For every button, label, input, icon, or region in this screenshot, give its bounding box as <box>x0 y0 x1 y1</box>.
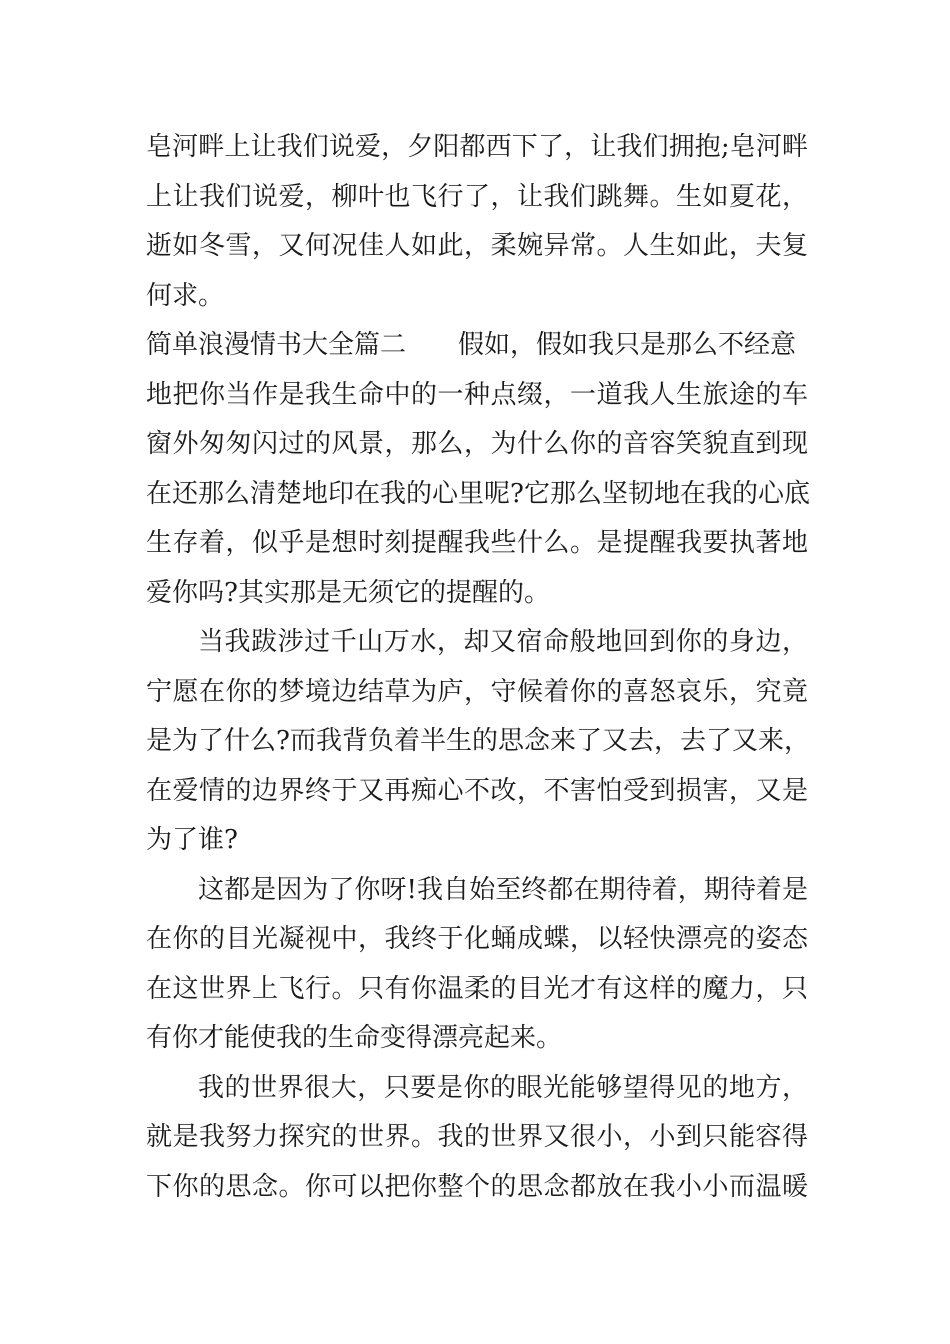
text-line: 宁愿在你的梦境边结草为庐，守候着你的喜怒哀乐，究竟 <box>146 676 808 707</box>
document-body <box>146 123 808 1212</box>
text-line: 爱你吗?其实那是无须它的提醒的。 <box>146 577 550 608</box>
text-line: 我的世界很大，只要是你的眼光能够望得见的地方， <box>198 1072 808 1103</box>
text-line: 地把你当作是我生命中的一种点缀，一道我人生旅途的车 <box>146 379 808 410</box>
text-line: 皂河畔上让我们说爱，夕阳都西下了，让我们拥抱;皂河畔 <box>146 132 808 162</box>
text-line: 下你的思念。你可以把你整个的思念都放在我小小而温暖 <box>146 1171 808 1202</box>
text-line: 在爱情的边界终于又再痴心不改，不害怕受到损害，又是 <box>146 775 808 806</box>
text-line: 生存着，似乎是想时刻提醒我些什么。是提醒我要执著地 <box>146 528 808 558</box>
paragraph-4 <box>146 866 808 1064</box>
text-line: 当我跋涉过千山万水，却又宿命般地回到你的身边， <box>198 627 808 657</box>
paragraph-1 <box>146 123 808 321</box>
text-line: 有你才能使我的生命变得漂亮起来。 <box>146 1023 563 1053</box>
paragraph-5 <box>146 1064 808 1213</box>
text-line: 上让我们说爱，柳叶也飞行了，让我们跳舞。生如夏花， <box>146 181 808 212</box>
text-line: 就是我努力探究的世界。我的世界又很小，小到只能容得 <box>146 1122 808 1152</box>
text-line: 在这世界上飞行。只有你温柔的目光才有这样的魔力，只 <box>146 973 808 1004</box>
text-line: 在你的目光凝视中，我终于化蛹成蝶，以轻快漂亮的姿态 <box>146 924 808 954</box>
paragraph-3 <box>146 618 808 866</box>
text-line: 是为了什么?而我背负着半生的思念来了又去，去了又来， <box>146 726 810 756</box>
text-line: 窗外匆匆闪过的风景，那么，为什么你的音容笑貌直到现 <box>146 429 808 459</box>
text-line: 假如，假如我只是那么不经意 <box>458 330 797 360</box>
text-line: 这都是因为了你呀!我自始至终都在期待着，期待着是 <box>198 874 808 905</box>
text-line: 逝如冬雪，又何况佳人如此，柔婉异常。人生如此，夫复 <box>146 231 808 261</box>
text-line: 何求。 <box>146 280 225 311</box>
paragraph-2 <box>146 321 808 618</box>
text-line: 在还那么清楚地印在我的心里呢?它那么坚韧地在我的心底 <box>146 478 810 509</box>
section-heading: 简单浪漫情书大全篇二 <box>146 330 407 360</box>
text-line: 为了谁? <box>146 825 238 855</box>
heading-line <box>146 321 808 371</box>
